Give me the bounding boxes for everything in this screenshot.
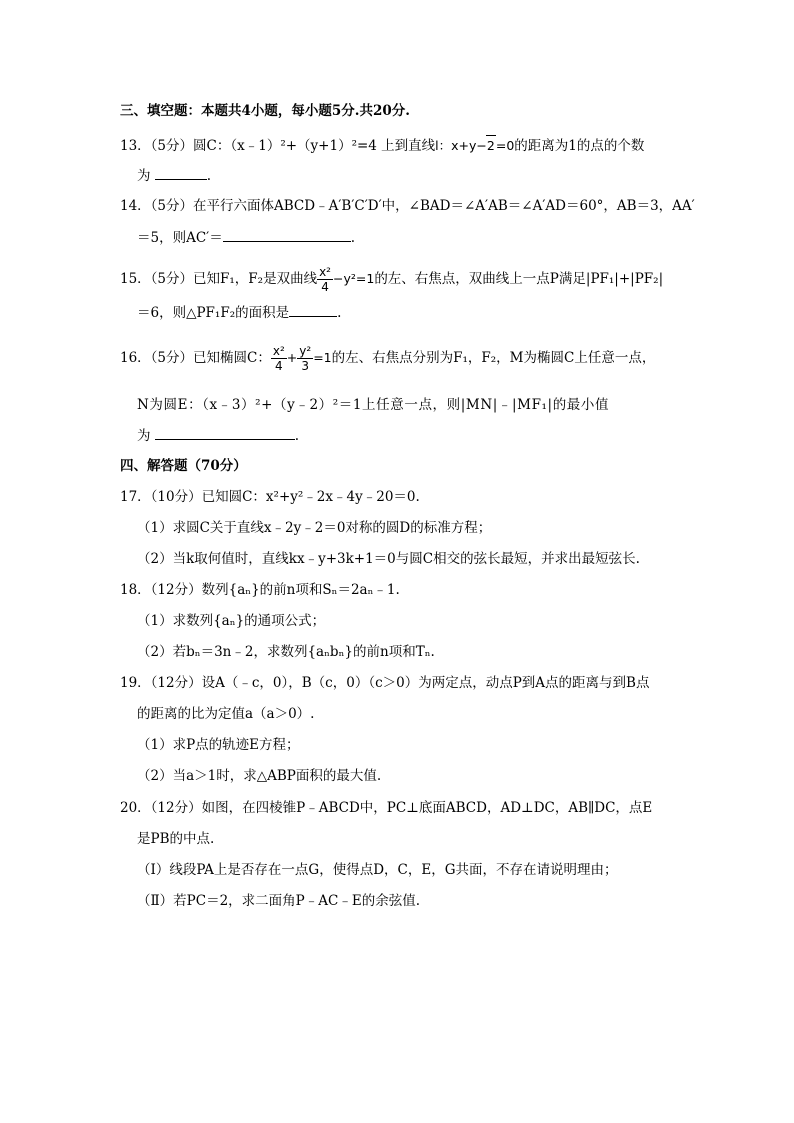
q13-answer-blank[interactable] [155,165,207,180]
question-15 [120,262,794,296]
question-15-line-2 [137,302,794,323]
question-19-part-1: （1）求P点的轨迹E方程； [137,737,300,753]
q16-eq: =1 [313,350,332,365]
q15-frac-num: x² [319,265,331,279]
q16-fraction-1 [271,344,287,373]
q14-end: . [350,230,356,246]
q15-end: . [337,305,342,321]
q16-answer-blank[interactable] [155,425,295,440]
q16-frac2-num: y² [299,344,312,358]
q16-end: . [294,428,300,444]
question-17: 17．（10分）已知圆C：x²+y²﹣2x﹣4y﹣20＝0. [120,489,420,505]
question-18-part-2: （2）若bₙ＝3n﹣2，求数列{aₙbₙ}的前n项和Tₙ. [137,644,435,660]
q13-circle: C：（x﹣1）²+（y+1）²=4 上到直线 [206,138,436,154]
question-20-part-2: （Ⅱ）若PC＝2，求二面角P﹣AC﹣E的余弦值. [137,893,420,909]
section-3-heading: 三、填空题：本题共4小题，每小题5分.共20分. [120,103,410,119]
question-17-part-1: （1）求圆C关于直线x﹣2y﹣2＝0对称的圆D的标准方程； [137,520,492,536]
question-18: 18．（12分）数列{aₙ}的前n项和Sₙ＝2aₙ﹣1. [120,582,400,598]
question-19: 19．（12分）设A（﹣c，0），B（c，0）（c＞0）为两定点，动点P到A点的距离与到B点 [120,675,650,691]
q15-eq: −y²=1 [333,271,375,286]
q13-sqrt: 2 [486,135,496,156]
q16-tail: 的左、右焦点分别为F₁，F₂，M为椭圆C上任意一点， [331,350,656,366]
q16-frac1-den: 4 [275,359,283,373]
question-20-part-1: （Ⅰ）线段PA上是否存在一点G，使得点D，C，E，G共面，不存在请说明理由； [137,862,618,878]
question-16 [120,340,794,376]
q13-end: . [206,168,212,184]
q13-line-eq-a: x+y− [451,138,487,153]
question-16-line-3 [137,425,794,446]
q15-frac-den: 4 [321,280,329,294]
question-20-line-2: 是PB的中点. [137,831,215,847]
q15-fraction [317,265,333,294]
q15-tail: 的左、右焦点，双曲线上一点P满足|PF₁|+|PF₂| [374,271,664,287]
q15-answer-blank[interactable] [289,302,337,317]
q16-answer-prefix: 为 [137,428,151,444]
q13-tail: 的距离为1的点的个数 [514,138,645,154]
q13-number: 13．（5分）圆 [120,138,207,154]
q15-answer-prefix: ＝6，则△PF₁F₂的面积是 [137,305,290,321]
q16-frac1-num: x² [272,344,285,358]
question-20: 20．（12分）如图，在四棱锥P﹣ABCD中，PC⊥底面ABCD，AD⊥DC，AB∥DC，点E [120,800,653,816]
q16-frac2-den: 3 [301,359,310,373]
q13-line-eq-b: =0 [495,138,515,153]
q14-answer-blank[interactable] [223,227,351,242]
question-19-line-2: 的距离的比为定值a（a＞0）. [137,706,315,722]
question-13-line-2 [137,165,794,186]
question-14: 14．（5分）在平行六面体ABCD﹣A′B′C′D′中，∠BAD＝∠A′AB＝∠A′AD＝60°，AB＝3，AA′ [120,198,695,214]
q16-fraction-2 [297,344,313,373]
q16-plus: + [286,350,298,365]
section-4-heading: 四、解答题（70分） [120,458,247,474]
question-16-line-2: N为圆E：（x﹣3）²+（y﹣2）²＝1上任意一点，则|MN|﹣|MF₁|的最小值 [137,397,610,413]
question-17-part-2: （2）当k取何值时，直线kx﹣y+3k+1＝0与圆C相交的弦长最短，并求出最短弦长. [137,551,640,567]
q15-head: 15．（5分）已知F₁，F₂是双曲线 [120,271,318,287]
q14-answer-prefix: ＝5，则AC′＝ [137,230,223,246]
q13-answer-prefix: 为 [137,168,151,184]
q16-head: 16．（5分）已知椭圆C： [120,350,271,366]
q13-line-label: l： [435,138,452,153]
question-14-line-2 [137,227,794,248]
question-13 [120,135,794,156]
question-18-part-1: （1）求数列{aₙ}的通项公式； [137,613,326,629]
question-19-part-2: （2）当a＞1时，求△ABP面积的最大值. [137,768,382,784]
